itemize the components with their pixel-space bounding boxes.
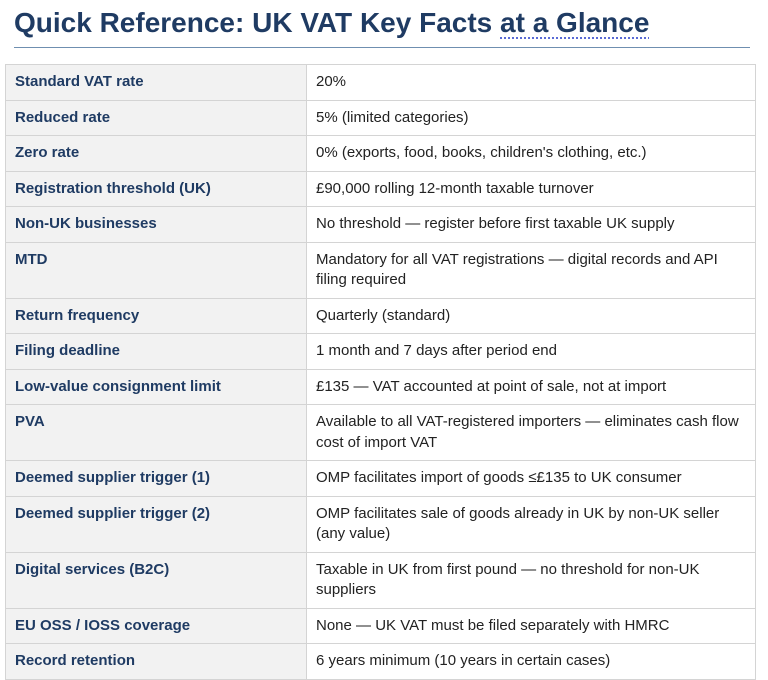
- row-value: 6 years minimum (10 years in certain cases): [307, 644, 756, 680]
- row-label: Zero rate: [6, 136, 307, 172]
- row-label: Record retention: [6, 644, 307, 680]
- table-row: [6, 207, 756, 243]
- row-label: EU OSS / IOSS coverage: [6, 608, 307, 644]
- row-label: Non-UK businesses: [6, 207, 307, 243]
- page-title-text: Quick Reference: UK VAT Key Facts: [14, 7, 501, 38]
- row-value: Available to all VAT-registered importers — eliminates cash flow cost of import VAT: [307, 405, 756, 461]
- table-row: [6, 461, 756, 497]
- row-value: 0% (exports, food, books, children's clothing, etc.): [307, 136, 756, 172]
- row-value: £135 — VAT accounted at point of sale, not at import: [307, 369, 756, 405]
- page-title: [14, 4, 649, 42]
- page-title-underlined-text: at a Glance: [500, 7, 650, 38]
- row-value: 5% (limited categories): [307, 100, 756, 136]
- table-row: [6, 334, 756, 370]
- table-row: [6, 100, 756, 136]
- row-value: None — UK VAT must be filed separately with HMRC: [307, 608, 756, 644]
- row-label: Reduced rate: [6, 100, 307, 136]
- row-value: Taxable in UK from first pound — no threshold for non-UK suppliers: [307, 552, 756, 608]
- table-row: [6, 644, 756, 680]
- table-row: [6, 298, 756, 334]
- table-row: [6, 65, 756, 101]
- table-row: [6, 405, 756, 461]
- title-divider: [14, 47, 750, 48]
- row-value: No threshold — register before first taxable UK supply: [307, 207, 756, 243]
- row-label: Deemed supplier trigger (1): [6, 461, 307, 497]
- row-label: Return frequency: [6, 298, 307, 334]
- row-value: OMP facilitates import of goods ≤£135 to UK consumer: [307, 461, 756, 497]
- row-value: Quarterly (standard): [307, 298, 756, 334]
- table-row: [6, 369, 756, 405]
- table-row: [6, 242, 756, 298]
- row-label: Digital services (B2C): [6, 552, 307, 608]
- table-row: [6, 552, 756, 608]
- row-value: OMP facilitates sale of goods already in UK by non-UK seller (any value): [307, 496, 756, 552]
- row-label: Deemed supplier trigger (2): [6, 496, 307, 552]
- row-value: 20%: [307, 65, 756, 101]
- row-label: MTD: [6, 242, 307, 298]
- row-label: Standard VAT rate: [6, 65, 307, 101]
- row-value: £90,000 rolling 12-month taxable turnover: [307, 171, 756, 207]
- row-value: 1 month and 7 days after period end: [307, 334, 756, 370]
- table-row: [6, 171, 756, 207]
- table-row: [6, 136, 756, 172]
- row-label: Filing deadline: [6, 334, 307, 370]
- table-row: [6, 608, 756, 644]
- vat-facts-table: [5, 64, 756, 680]
- table-row: [6, 496, 756, 552]
- row-label: Low-value consignment limit: [6, 369, 307, 405]
- row-value: Mandatory for all VAT registrations — digital records and API filing required: [307, 242, 756, 298]
- row-label: PVA: [6, 405, 307, 461]
- row-label: Registration threshold (UK): [6, 171, 307, 207]
